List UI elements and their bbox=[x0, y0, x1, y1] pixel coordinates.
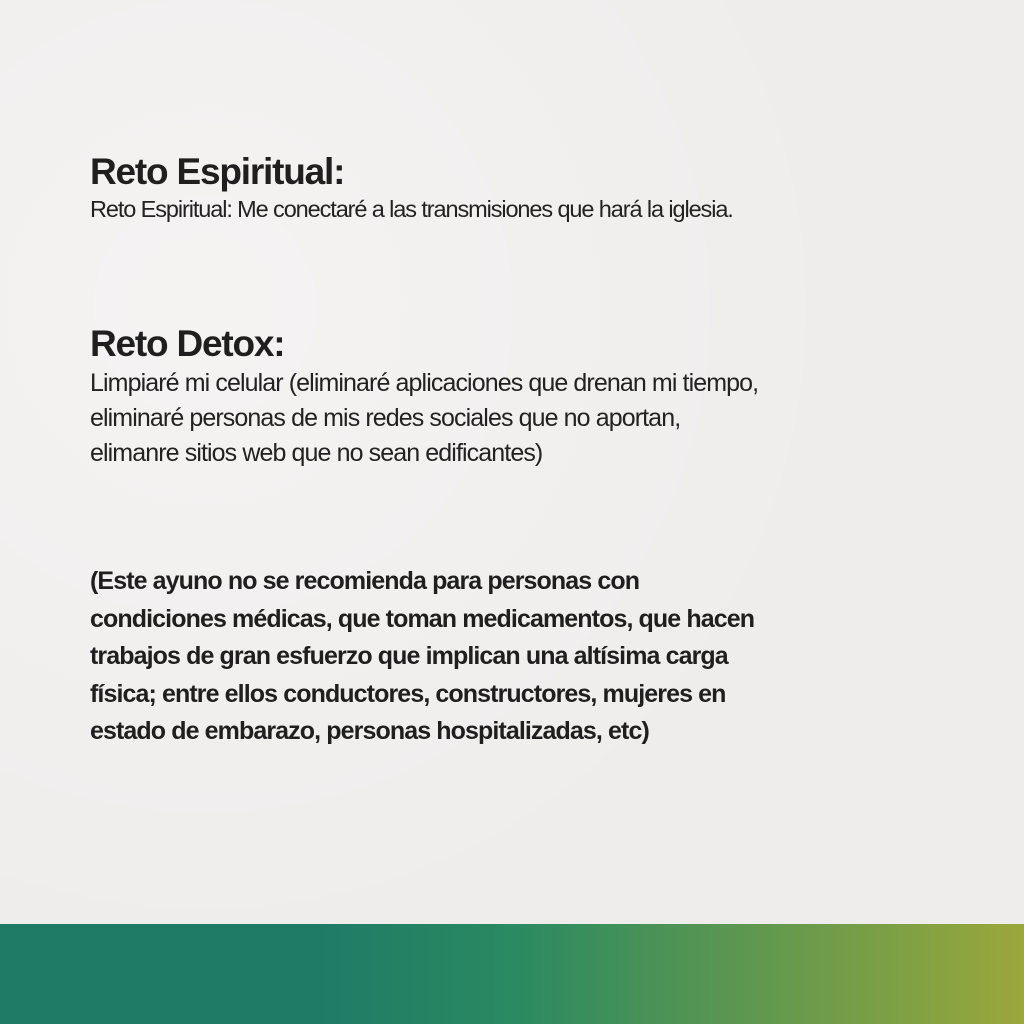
warning-line: condiciones médicas, que toman medicamentos, que hacen bbox=[90, 604, 755, 633]
warning-line: estado de embarazo, personas hospitalizadas, etc) bbox=[90, 717, 649, 745]
reto-detox-body bbox=[90, 366, 970, 471]
reto-espiritual-body bbox=[90, 194, 970, 224]
warning-section bbox=[90, 563, 970, 751]
warning-text bbox=[90, 563, 970, 751]
warning-line: física; entre ellos conductores, constructores, mujeres en bbox=[90, 679, 726, 708]
reto-detox-section bbox=[90, 322, 970, 471]
reto-espiritual-line: Reto Espiritual: Me conectaré a las transmisiones que hará la iglesia. bbox=[90, 196, 733, 222]
reto-detox-line: Limpiaré mi celular (eliminaré aplicaciones que drenan mi tiempo, bbox=[90, 369, 759, 397]
reto-detox-line: elimanre sitios web que no sean edificantes) bbox=[90, 439, 543, 467]
gradient-footer-bar bbox=[0, 924, 1024, 1024]
warning-line: (Este ayuno no se recomienda para personas con bbox=[90, 567, 640, 595]
reto-espiritual-heading: Reto Espiritual: bbox=[90, 151, 345, 192]
reto-detox-line: eliminaré personas de mis redes sociales que no aportan, bbox=[90, 404, 681, 432]
warning-line: trabajos de gran esfuerzo que implican una altísima carga bbox=[90, 642, 728, 670]
reto-detox-heading: Reto Detox: bbox=[90, 323, 285, 364]
reto-espiritual-section bbox=[90, 150, 970, 224]
